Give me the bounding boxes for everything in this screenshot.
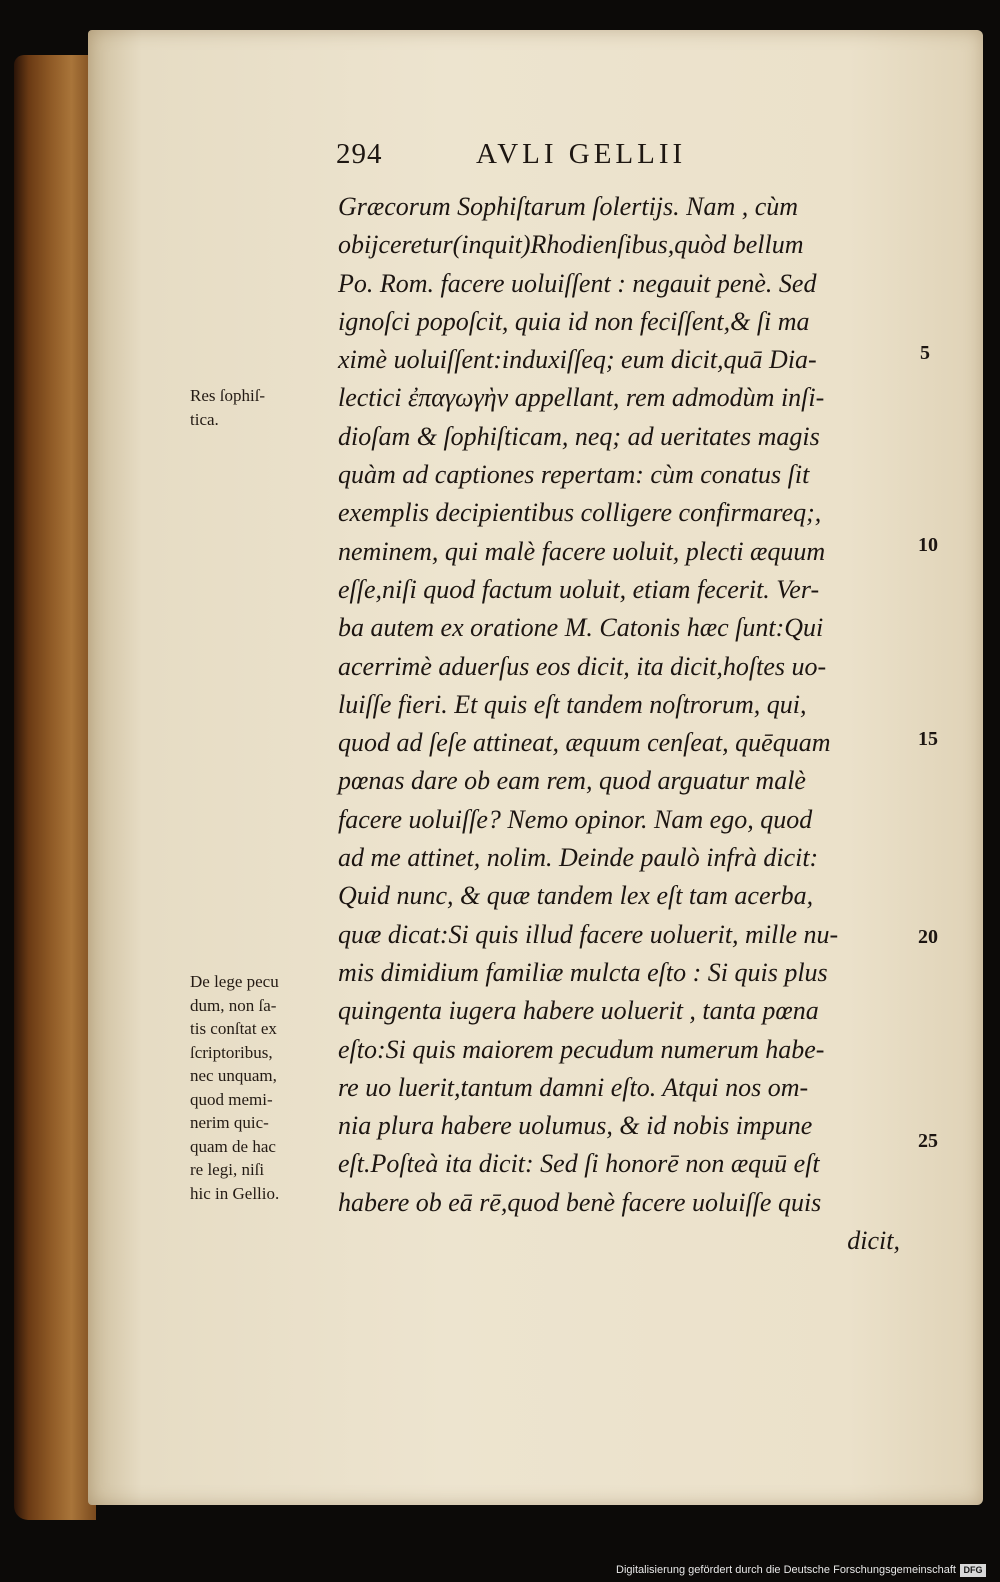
text-line: quod ad ſeſe attineat, æquum cenſeat, quēquam	[338, 728, 831, 758]
text-line: quingenta iugera habere uoluerit , tanta pœna	[338, 996, 819, 1026]
running-head	[336, 138, 756, 178]
text-line: luiſſe fieri. Et quis eſt tandem noſtrorum, qui,	[338, 689, 807, 719]
text-line: quæ dicat:Si quis illud facere uoluerit, mille nu-	[338, 919, 839, 949]
text-line: re uo luerit,tantum damni eſto. Atqui nos om-	[338, 1072, 809, 1102]
marginal-note-line: quod memi-	[190, 1089, 273, 1109]
marginal-note-line: nerim quic-	[190, 1113, 269, 1132]
line-number: 25	[918, 1130, 938, 1152]
marginal-note-line: re legi, niſi	[190, 1160, 265, 1179]
text-line: neminem, qui malè facere uoluit, plecti æquum	[338, 536, 826, 566]
text-line: pœnas dare ob eam rem, quod arguatur malè	[338, 766, 806, 796]
marginal-note-line: dum, non ſa-	[190, 995, 277, 1015]
text-line: acerrimè aduerſus eos dicit, ita dicit,hoſtes uo-	[338, 651, 827, 681]
text-line: eſto:Si quis maiorem pecudum numerum habe-	[338, 1034, 825, 1064]
page-number: 294	[336, 138, 383, 170]
line-number: 5	[920, 342, 930, 364]
line-number: 10	[918, 534, 938, 556]
text-line: facere uoluiſſe? Nemo opinor. Nam ego, quod	[338, 804, 813, 834]
marginal-note-line: tica.	[190, 409, 219, 429]
text-line: Po. Rom. facere uoluiſſent : negauit penè. Sed	[338, 268, 817, 298]
marginal-note-line: ſcriptoribus,	[190, 1042, 273, 1062]
text-line: ad me attinet, nolim. Deinde paulò infrà dicit:	[338, 843, 819, 873]
text-line: eſt.Poſteà ita dicit: Sed ſi honorē non æquū eſt	[338, 1149, 820, 1179]
marginal-note-line: De lege pecu	[190, 972, 279, 991]
text-line: quàm ad captiones repertam: cùm conatus ſit	[338, 460, 810, 490]
text-line: exemplis decipientibus colligere confirmareq;,	[338, 498, 822, 528]
main-text	[338, 188, 918, 1260]
text-line: dicit,	[847, 1226, 900, 1256]
marginal-note-res-sophistica	[190, 384, 265, 431]
dfg-logo: DFG	[960, 1564, 986, 1577]
text-line: ba autem ex oratione M. Catonis hæc ſunt:Qui	[338, 613, 824, 643]
text-line: Græcorum Sophiſtarum ſolertijs. Nam , cùm	[338, 192, 799, 221]
text-line: ximè uoluiſſent:induxiſſeq; eum dicit,quā Dia-	[338, 345, 817, 375]
running-title: AVLI GELLII	[476, 138, 687, 170]
marginal-note-line: Res ſophiſ-	[190, 386, 266, 405]
text-line: Quid nunc, & quæ tandem lex eſt tam acerba,	[338, 881, 814, 911]
text-line: habere ob eā rē,quod benè facere uoluiſſe quis	[338, 1187, 822, 1217]
text-line: ignoſci popoſcit, quia id non feciſſent,& ſi ma	[338, 306, 810, 336]
text-line: eſſe,niſi quod factum uoluit, etiam fecerit. Ver-	[338, 574, 820, 604]
text-line: obijceretur(inquit)Rhodienſibus,quòd bellum	[338, 230, 804, 260]
text-line: lectici ἐπαγωγὴν appellant, rem admodùm inſi-	[338, 383, 825, 413]
text-line: mis dimidium familiæ mulcta eſto : Si quis plus	[338, 957, 828, 987]
line-number: 15	[918, 728, 938, 750]
digitization-credit: Digitalisierung gefördert durch die Deutsche Forschungsgemeinschaft	[616, 1564, 956, 1576]
marginal-note-de-lege-pecudum	[190, 970, 279, 1205]
marginal-note-line: quam de hac	[190, 1136, 276, 1156]
book-edge	[14, 55, 96, 1520]
marginal-note-line: nec unquam,	[190, 1066, 277, 1085]
marginal-note-line: hic in Gellio.	[190, 1183, 280, 1203]
marginal-note-line: tis conſtat ex	[190, 1019, 277, 1038]
text-line: nia plura habere uolumus, & id nobis impune	[338, 1111, 813, 1141]
text-line: dioſam & ſophiſticam, neq; ad ueritates magis	[338, 421, 820, 451]
line-number: 20	[918, 926, 938, 948]
